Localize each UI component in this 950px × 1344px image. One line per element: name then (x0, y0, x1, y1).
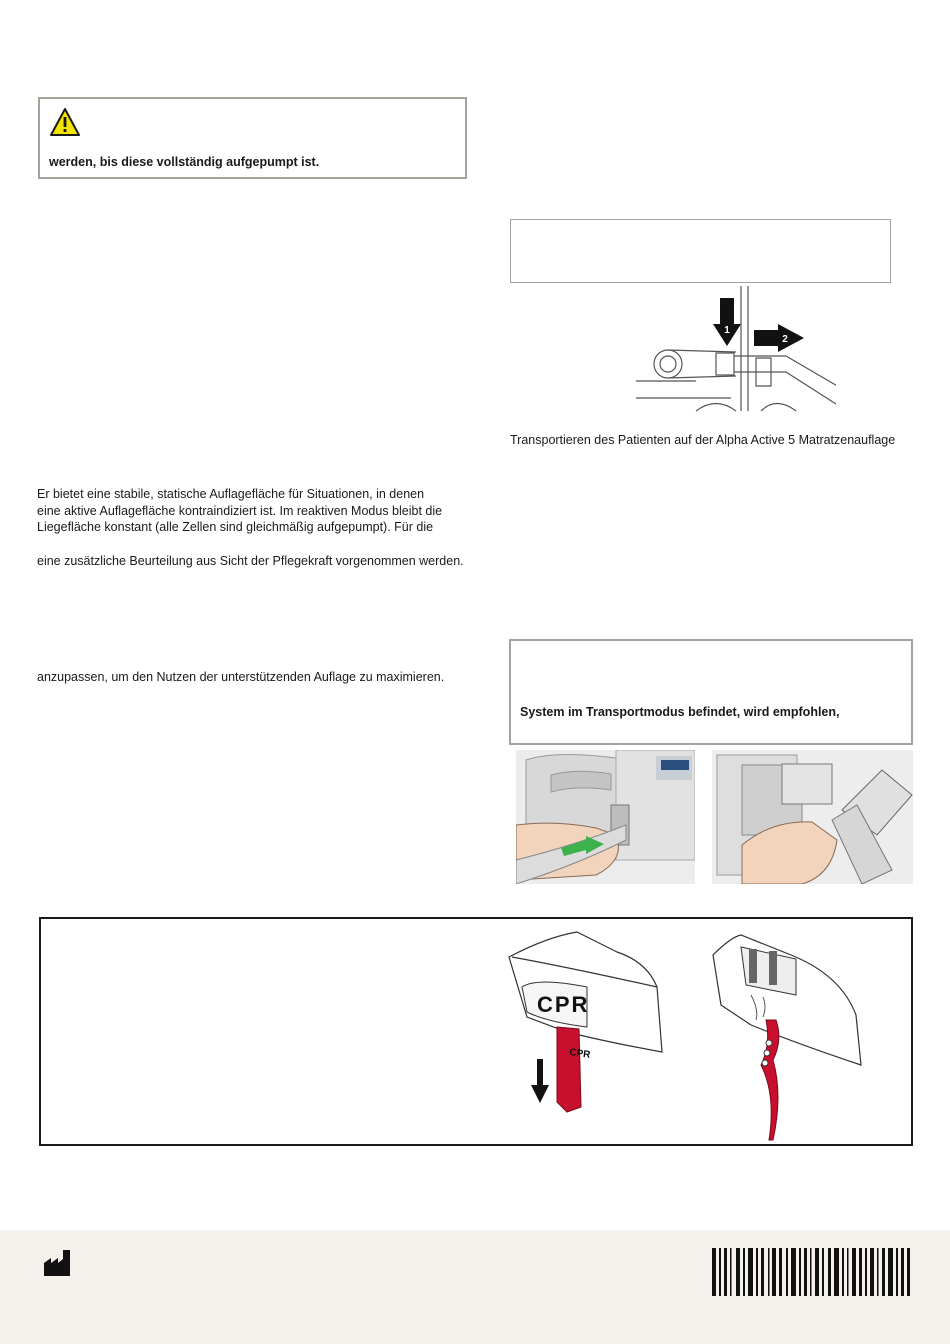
body-line-1: Er bietet eine stabile, statische Auflagefläche für Situationen, in denen (37, 487, 425, 501)
cpr-label-big: CPR (537, 992, 590, 1017)
warning-box (38, 97, 467, 179)
transport-note-text: System im Transportmodus befindet, wird empfohlen, (520, 705, 840, 719)
body-line-5: anzupassen, um den Nutzen der unterstützenden Auflage zu maximieren. (37, 670, 445, 684)
barcode (712, 1248, 910, 1296)
figure-caption: Transportieren des Patienten auf der Alpha Active 5 Matratzenauflage (510, 433, 896, 447)
arrow-label-1: 1 (724, 325, 730, 336)
note-box-empty (510, 219, 891, 283)
cpr-illustration-pull (507, 927, 692, 1127)
transport-note-box (509, 639, 913, 745)
footer (0, 1230, 950, 1344)
cpr-label-tag: CPR (568, 1047, 592, 1061)
arrow-label-2: 2 (782, 334, 788, 345)
warning-triangle-icon (49, 107, 81, 137)
transport-illustration (636, 286, 836, 414)
body-line-4: eine zusätzliche Beurteilung aus Sicht der Pflegekraft vorgenommen werden. (37, 554, 464, 568)
manufacturer-icon (43, 1249, 71, 1277)
body-line-2: eine aktive Auflagefläche kontraindiziert ist. Im reaktiven Modus bleibt die (37, 504, 443, 518)
cpr-illustration-released (711, 925, 871, 1145)
warning-text: werden, bis diese vollständig aufgepumpt ist. (49, 155, 320, 169)
body-line-3: Liegefläche konstant (alle Zellen sind gleichmäßig aufgepumpt). Für die (37, 520, 434, 534)
cpr-box (39, 917, 913, 1146)
connector-photo-2 (712, 750, 913, 884)
connector-photo-1 (516, 750, 695, 884)
